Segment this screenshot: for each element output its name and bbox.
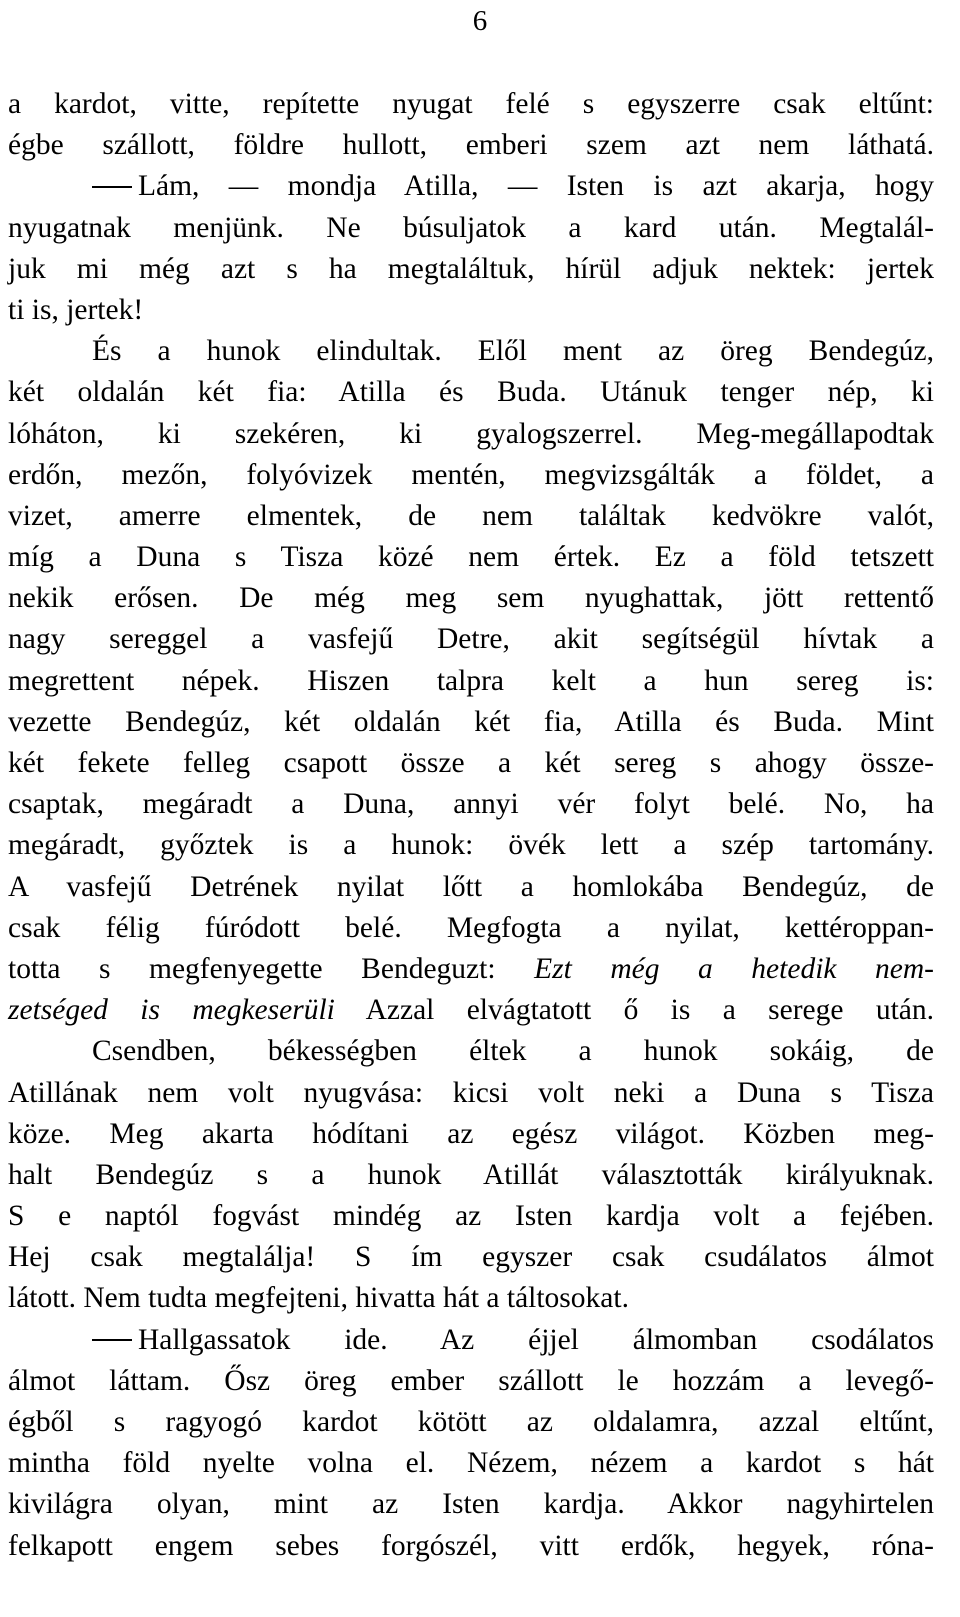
- text-line-paragraph-start: Csendben, békességben éltek a hunok sokáig, de: [92, 1035, 934, 1068]
- text-line-mixed: [8, 990, 934, 1031]
- text-line: kivilágra olyan, mint az Isten kardja. Akkor nagyhirtelen: [8, 1488, 934, 1521]
- text-line-dialogue: [8, 166, 934, 207]
- text-line: felkapott engem sebes forgószél, vitt erdők, hegyek, róna-: [8, 1529, 934, 1562]
- text-line: halt Bendegúz s a hunok Atillát választották királyuknak.: [8, 1158, 934, 1191]
- text-line: ti is, jertek!: [8, 293, 144, 326]
- text-line: köze. Meg akarta hódítani az egész világot. Közben meg-: [8, 1117, 934, 1150]
- text-line: megrettent népek. Hiszen talpra kelt a hun sereg is:: [8, 664, 934, 697]
- text-line: míg a Duna s Tisza közé nem értek. Ez a föld tetszett: [8, 541, 934, 574]
- text-line: égből s ragyogó kardot kötött az oldalamra, azzal eltűnt,: [8, 1406, 934, 1438]
- text-span: Azzal elvágtatott ő is a serege után.: [334, 994, 934, 1027]
- text-line: álmot láttam. Ősz öreg ember szállott le hozzám a levegő-: [8, 1364, 934, 1397]
- text-line: csaptak, megáradt a Duna, annyi vér folyt belé. No, ha: [8, 788, 934, 821]
- dialogue-text: Lám, — mondja Atilla, — Isten is azt akarja, hogy: [138, 170, 934, 203]
- italic-quote: Ezt még a hetedik nem-: [534, 952, 934, 985]
- text-line: A vasfejű Detrének nyilat lőtt a homlokába Bendegúz, de: [8, 870, 934, 903]
- italic-quote: zetséged is megkeserüli: [8, 994, 335, 1027]
- text-line: nagy sereggel a vasfejű Detre, akit segítségül hívtak a: [8, 623, 934, 656]
- text-line: juk mi még azt s ha megtaláltuk, hírül adjuk nektek: jertek: [8, 252, 934, 285]
- text-line: mintha föld nyelte volna el. Nézem, nézem a kardot s hát: [8, 1447, 934, 1480]
- text-line: Hej csak megtalálja! S ím egyszer csak csudálatos álmot: [8, 1241, 934, 1274]
- em-dash: [92, 186, 132, 188]
- text-line: megáradt, győztek is a hunok: övék lett a szép tartomány.: [8, 829, 934, 862]
- text-line: erdőn, mezőn, folyóvizek mentén, megvizsgálták a földet, a: [8, 458, 934, 491]
- dialogue-text: Hallgassatok ide. Az éjjel álmomban csodálatos: [138, 1323, 934, 1356]
- page-number: 6: [472, 5, 488, 37]
- text-line: csak félig fúródott belé. Megfogta a nyilat, kettéroppan-: [8, 911, 934, 944]
- text-line: két oldalán két fia: Atilla és Buda. Utánuk tenger nép, ki: [8, 376, 934, 409]
- text-line: két fekete felleg csapott össze a két sereg s ahogy össze-: [8, 747, 934, 779]
- em-dash: [92, 1339, 132, 1341]
- text-span: totta s megfenyegette Bendeguzt:: [8, 952, 535, 985]
- text-line-dialogue: [8, 1320, 934, 1361]
- text-line-mixed: [8, 949, 934, 990]
- body-text: [8, 84, 934, 1567]
- text-line: égbe szállott, földre hullott, emberi szem azt nem láthatá.: [8, 129, 934, 162]
- text-line: lóháton, ki szekéren, ki gyalogszerrel. Meg-megállapodtak: [8, 417, 934, 450]
- text-line: S e naptól fogvást mindég az Isten kardja volt a fejében.: [8, 1200, 934, 1233]
- text-line: vezette Bendegúz, két oldalán két fia, Atilla és Buda. Mint: [8, 705, 934, 738]
- text-line: látott. Nem tudta megfejteni, hivatta hát a táltosokat.: [8, 1282, 629, 1315]
- text-line-paragraph-start: És a hunok elindultak. Elől ment az öreg Bendegúz,: [92, 335, 934, 368]
- text-line: a kardot, vitte, repítette nyugat felé s egyszerre csak eltűnt:: [8, 88, 934, 120]
- text-line: nyugatnak menjünk. Ne búsuljatok a kard után. Megtalál-: [8, 211, 934, 244]
- text-line: vizet, amerre elmentek, de nem találtak kedvökre valót,: [8, 499, 934, 532]
- text-line: nekik erősen. De még meg sem nyughattak, jött rettentő: [8, 582, 934, 615]
- text-line: Atillának nem volt nyugvása: kicsi volt neki a Duna s Tisza: [8, 1076, 934, 1109]
